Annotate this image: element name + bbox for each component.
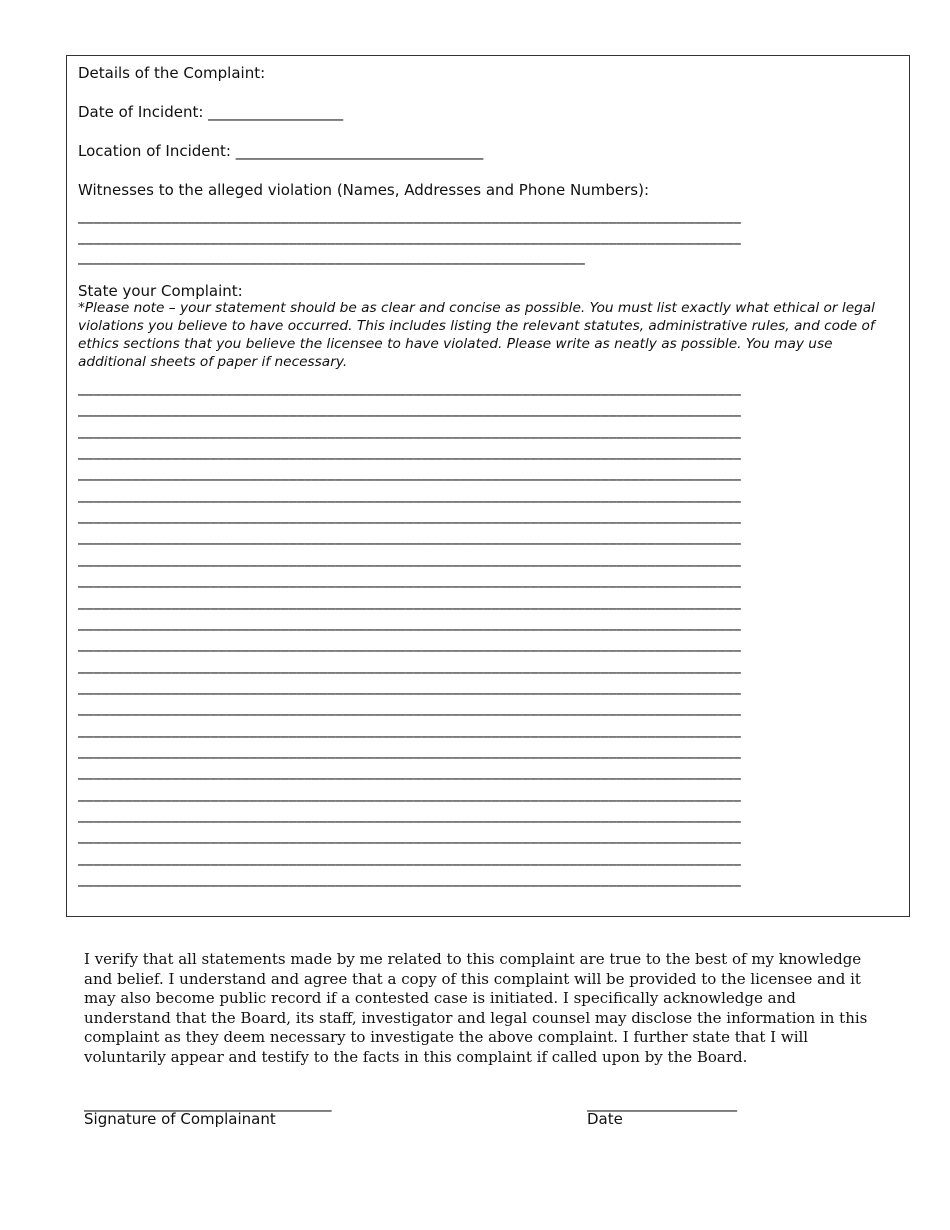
complaint-line[interactable]: _____________________________________________________________________________________ bbox=[78, 762, 741, 781]
complaint-line[interactable]: _____________________________________________________________________________________ bbox=[78, 612, 741, 631]
witness-line[interactable]: _____________________________________________________________________________________ bbox=[78, 227, 741, 245]
date-of-incident-field[interactable]: __________________ bbox=[208, 103, 344, 121]
complaint-line[interactable]: _____________________________________________________________________________________ bbox=[78, 591, 741, 610]
complaint-line[interactable]: _____________________________________________________________________________________ bbox=[78, 484, 741, 503]
date-field[interactable]: ____________________ bbox=[587, 1094, 737, 1112]
complaint-details-box bbox=[66, 55, 910, 917]
witnesses-label: Witnesses to the alleged violation (Names, Addresses and Phone Numbers): bbox=[78, 181, 650, 199]
date-label: Date bbox=[587, 1110, 623, 1128]
location-of-incident-label: Location of Incident: bbox=[78, 142, 231, 160]
location-of-incident-row bbox=[78, 142, 483, 160]
complaint-line[interactable]: _____________________________________________________________________________________ bbox=[78, 783, 741, 802]
verification-statement: I verify that all statements made by me related to this complaint are true to the best of my knowledge and belief. I understand and agree that a copy of this complaint will be provided to the licensee and it may also become public record if a contested case is initiated. I specifically acknowledge and understand that the Board, its staff, investigator and legal counsel may disclose the information in this complaint as they deem necessary to investigate the above complaint. I further state that I will voluntarily appear and testify to the facts in this complaint if called upon by the Board. bbox=[84, 950, 868, 1066]
complaint-line[interactable]: _____________________________________________________________________________________ bbox=[78, 570, 741, 589]
location-of-incident-field[interactable]: _________________________________ bbox=[235, 142, 484, 160]
complaint-line[interactable]: _____________________________________________________________________________________ bbox=[78, 805, 741, 823]
complaint-line[interactable]: _____________________________________________________________________________________ bbox=[78, 442, 741, 461]
complaint-line[interactable]: _____________________________________________________________________________________ bbox=[78, 506, 741, 525]
complaint-line[interactable]: _____________________________________________________________________________________ bbox=[78, 740, 741, 759]
signature-field[interactable]: _________________________________ bbox=[84, 1094, 332, 1112]
complaint-note: *Please note – your statement should be as clear and concise as possible. You must list exactly what ethical or legal violations you believe to have occurred. This includes listing the relevant statutes, administrative rules, and code of ethics sections that you believe the licensee to have violated. Please write as neatly as possible. You may use additional sheets of paper if necessary. bbox=[78, 300, 875, 370]
date-of-incident-row bbox=[78, 103, 343, 121]
complaint-line[interactable]: _____________________________________________________________________________________ bbox=[78, 698, 741, 717]
details-heading: Details of the Complaint: bbox=[78, 64, 266, 82]
complaint-line[interactable]: _____________________________________________________________________________________ bbox=[78, 826, 741, 845]
witness-line[interactable]: _________________________________________________________________ bbox=[78, 247, 585, 265]
signature-label: Signature of Complainant bbox=[84, 1110, 276, 1128]
complaint-line[interactable]: _____________________________________________________________________________________ bbox=[78, 420, 741, 439]
complaint-line[interactable]: _____________________________________________________________________________________ bbox=[78, 719, 741, 738]
complaint-line[interactable]: _____________________________________________________________________________________ bbox=[78, 378, 741, 396]
complaint-line[interactable]: _____________________________________________________________________________________ bbox=[78, 634, 741, 653]
complaint-line[interactable]: _____________________________________________________________________________________ bbox=[78, 399, 741, 418]
witness-line[interactable]: _____________________________________________________________________________________ bbox=[78, 206, 741, 224]
complaint-line[interactable]: _____________________________________________________________________________________ bbox=[78, 463, 741, 482]
date-of-incident-label: Date of Incident: bbox=[78, 103, 204, 121]
complaint-line[interactable]: _____________________________________________________________________________________ bbox=[78, 847, 741, 866]
complaint-heading: State your Complaint: bbox=[78, 282, 243, 300]
complaint-line[interactable]: _____________________________________________________________________________________ bbox=[78, 869, 741, 888]
complaint-line[interactable]: _____________________________________________________________________________________ bbox=[78, 527, 741, 546]
complaint-line[interactable]: _____________________________________________________________________________________ bbox=[78, 548, 741, 567]
complaint-line[interactable]: _____________________________________________________________________________________ bbox=[78, 655, 741, 674]
complaint-line[interactable]: _____________________________________________________________________________________ bbox=[78, 676, 741, 695]
